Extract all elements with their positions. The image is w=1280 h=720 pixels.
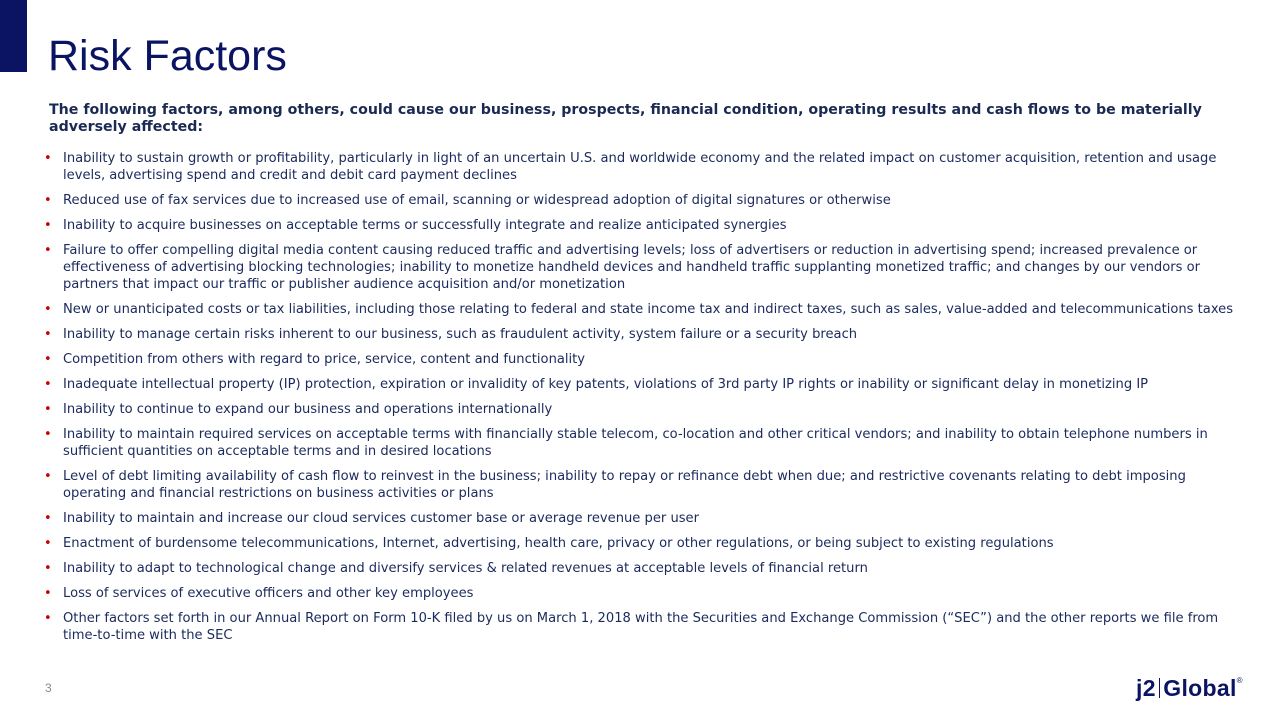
risk-factor-item bbox=[44, 193, 1234, 210]
bullet-icon: • bbox=[44, 151, 52, 166]
page-number: 3 bbox=[45, 681, 52, 695]
risk-factor-text: Other factors set forth in our Annual Report on Form 10-K filed by us on March 1, 2018 with the Securities and Exchange Commission (“SEC”) and the other reports we file from time-to-time with the SEC bbox=[63, 611, 1219, 644]
risk-factor-item bbox=[44, 302, 1234, 319]
risk-factor-text: Competition from others with regard to price, service, content and functionality bbox=[63, 351, 586, 367]
bullet-icon: • bbox=[44, 301, 52, 317]
risk-factor-list bbox=[44, 151, 1234, 653]
risk-factor-text: Inability to manage certain risks inherent to our business, such as fraudulent activity, system failure or a security breach bbox=[63, 326, 858, 342]
bullet-icon: • bbox=[44, 377, 52, 393]
bullet-icon: • bbox=[44, 402, 52, 418]
risk-factor-item bbox=[44, 352, 1234, 369]
risk-factor-item bbox=[44, 151, 1234, 185]
bullet-icon: • bbox=[44, 351, 52, 367]
slide-title: Risk Factors bbox=[48, 32, 287, 80]
bullet-icon: • bbox=[44, 469, 52, 485]
bullet-icon: • bbox=[44, 427, 52, 443]
risk-factor-item bbox=[44, 218, 1234, 235]
risk-factor-item bbox=[44, 402, 1234, 419]
risk-factor-text: Inability to sustain growth or profitability, particularly in light of an uncertain U.S. and worldwide economy and the related impact on customer acquisition, retention and usage levels, advertising spend and credit and debit card payment declines bbox=[63, 151, 1217, 183]
risk-factor-text: Inability to maintain required services on acceptable terms with financially stable telecom, co-location and other critical vendors; and inability to obtain telephone numbers in sufficient quantities on acceptable terms and in desired locations bbox=[63, 427, 1208, 460]
bullet-icon: • bbox=[44, 561, 52, 577]
risk-factor-item bbox=[44, 377, 1234, 394]
bullet-icon: • bbox=[44, 536, 52, 552]
risk-factor-item bbox=[44, 536, 1234, 553]
risk-factor-text: Inadequate intellectual property (IP) protection, expiration or invalidity of key patents, violations of 3rd party IP rights or inability or significant delay in monetizing IP bbox=[63, 377, 1149, 393]
bullet-icon: • bbox=[44, 217, 52, 233]
bullet-icon: • bbox=[44, 326, 52, 342]
bullet-icon: • bbox=[44, 243, 52, 259]
risk-factor-text: New or unanticipated costs or tax liabilities, including those relating to federal and state income tax and indirect taxes, such as sales, value-added and telecommunications taxes bbox=[63, 301, 1234, 317]
bullet-icon: • bbox=[44, 192, 52, 208]
risk-factor-item bbox=[44, 469, 1234, 503]
risk-factor-item bbox=[44, 586, 1234, 603]
risk-factor-item bbox=[44, 611, 1234, 645]
logo-separator bbox=[1159, 678, 1161, 698]
bullet-icon: • bbox=[44, 586, 52, 602]
risk-factor-text: Level of debt limiting availability of cash flow to reinvest in the business; inability to repay or refinance debt when due; and restrictive covenants relating to debt imposing operating and financial restrictions on business activities or plans bbox=[63, 469, 1186, 501]
j2-global-logo bbox=[1136, 674, 1243, 702]
risk-factor-item bbox=[44, 327, 1234, 344]
risk-factor-text: Inability to acquire businesses on acceptable terms or successfully integrate and realize anticipated synergies bbox=[63, 217, 787, 233]
risk-factor-text: Inability to continue to expand our business and operations internationally bbox=[63, 402, 553, 418]
logo-j2-text: j2 bbox=[1136, 674, 1156, 701]
risk-factor-item bbox=[44, 511, 1234, 528]
risk-factor-text: Reduced use of fax services due to increased use of email, scanning or widespread adoption of digital signatures or otherwise bbox=[63, 192, 891, 208]
title-accent-bar bbox=[0, 0, 27, 72]
logo-global-text: Global bbox=[1163, 674, 1237, 701]
risk-factor-text: Loss of services of executive officers and other key employees bbox=[63, 586, 474, 602]
registered-mark: ® bbox=[1236, 676, 1243, 685]
bullet-icon: • bbox=[44, 511, 52, 527]
intro-paragraph: The following factors, among others, could cause our business, prospects, financial condition, operating results and cash flows to be materially adversely affected: bbox=[49, 102, 1202, 135]
bullet-icon: • bbox=[44, 611, 52, 627]
risk-factor-item bbox=[44, 561, 1234, 578]
risk-factor-item bbox=[44, 427, 1234, 461]
risk-factor-text: Inability to maintain and increase our cloud services customer base or average revenue per user bbox=[63, 511, 699, 527]
risk-factor-text: Failure to offer compelling digital media content causing reduced traffic and advertising levels; loss of advertisers or reduction in advertising spend; increased prevalence or effectiveness of advertising blocking technologies; inability to monetize handheld devices and handheld traffic supplanting monetized traffic; and changes by our vendors or partners that impact our traffic or publisher audience acquisition and/or monetization bbox=[63, 243, 1200, 292]
risk-factor-text: Enactment of burdensome telecommunications, Internet, advertising, health care, privacy or other regulations, or being subject to existing regulations bbox=[63, 536, 1054, 552]
risk-factor-item bbox=[44, 243, 1234, 293]
risk-factor-text: Inability to adapt to technological change and diversify services & related revenues at acceptable levels of financial return bbox=[63, 561, 868, 577]
